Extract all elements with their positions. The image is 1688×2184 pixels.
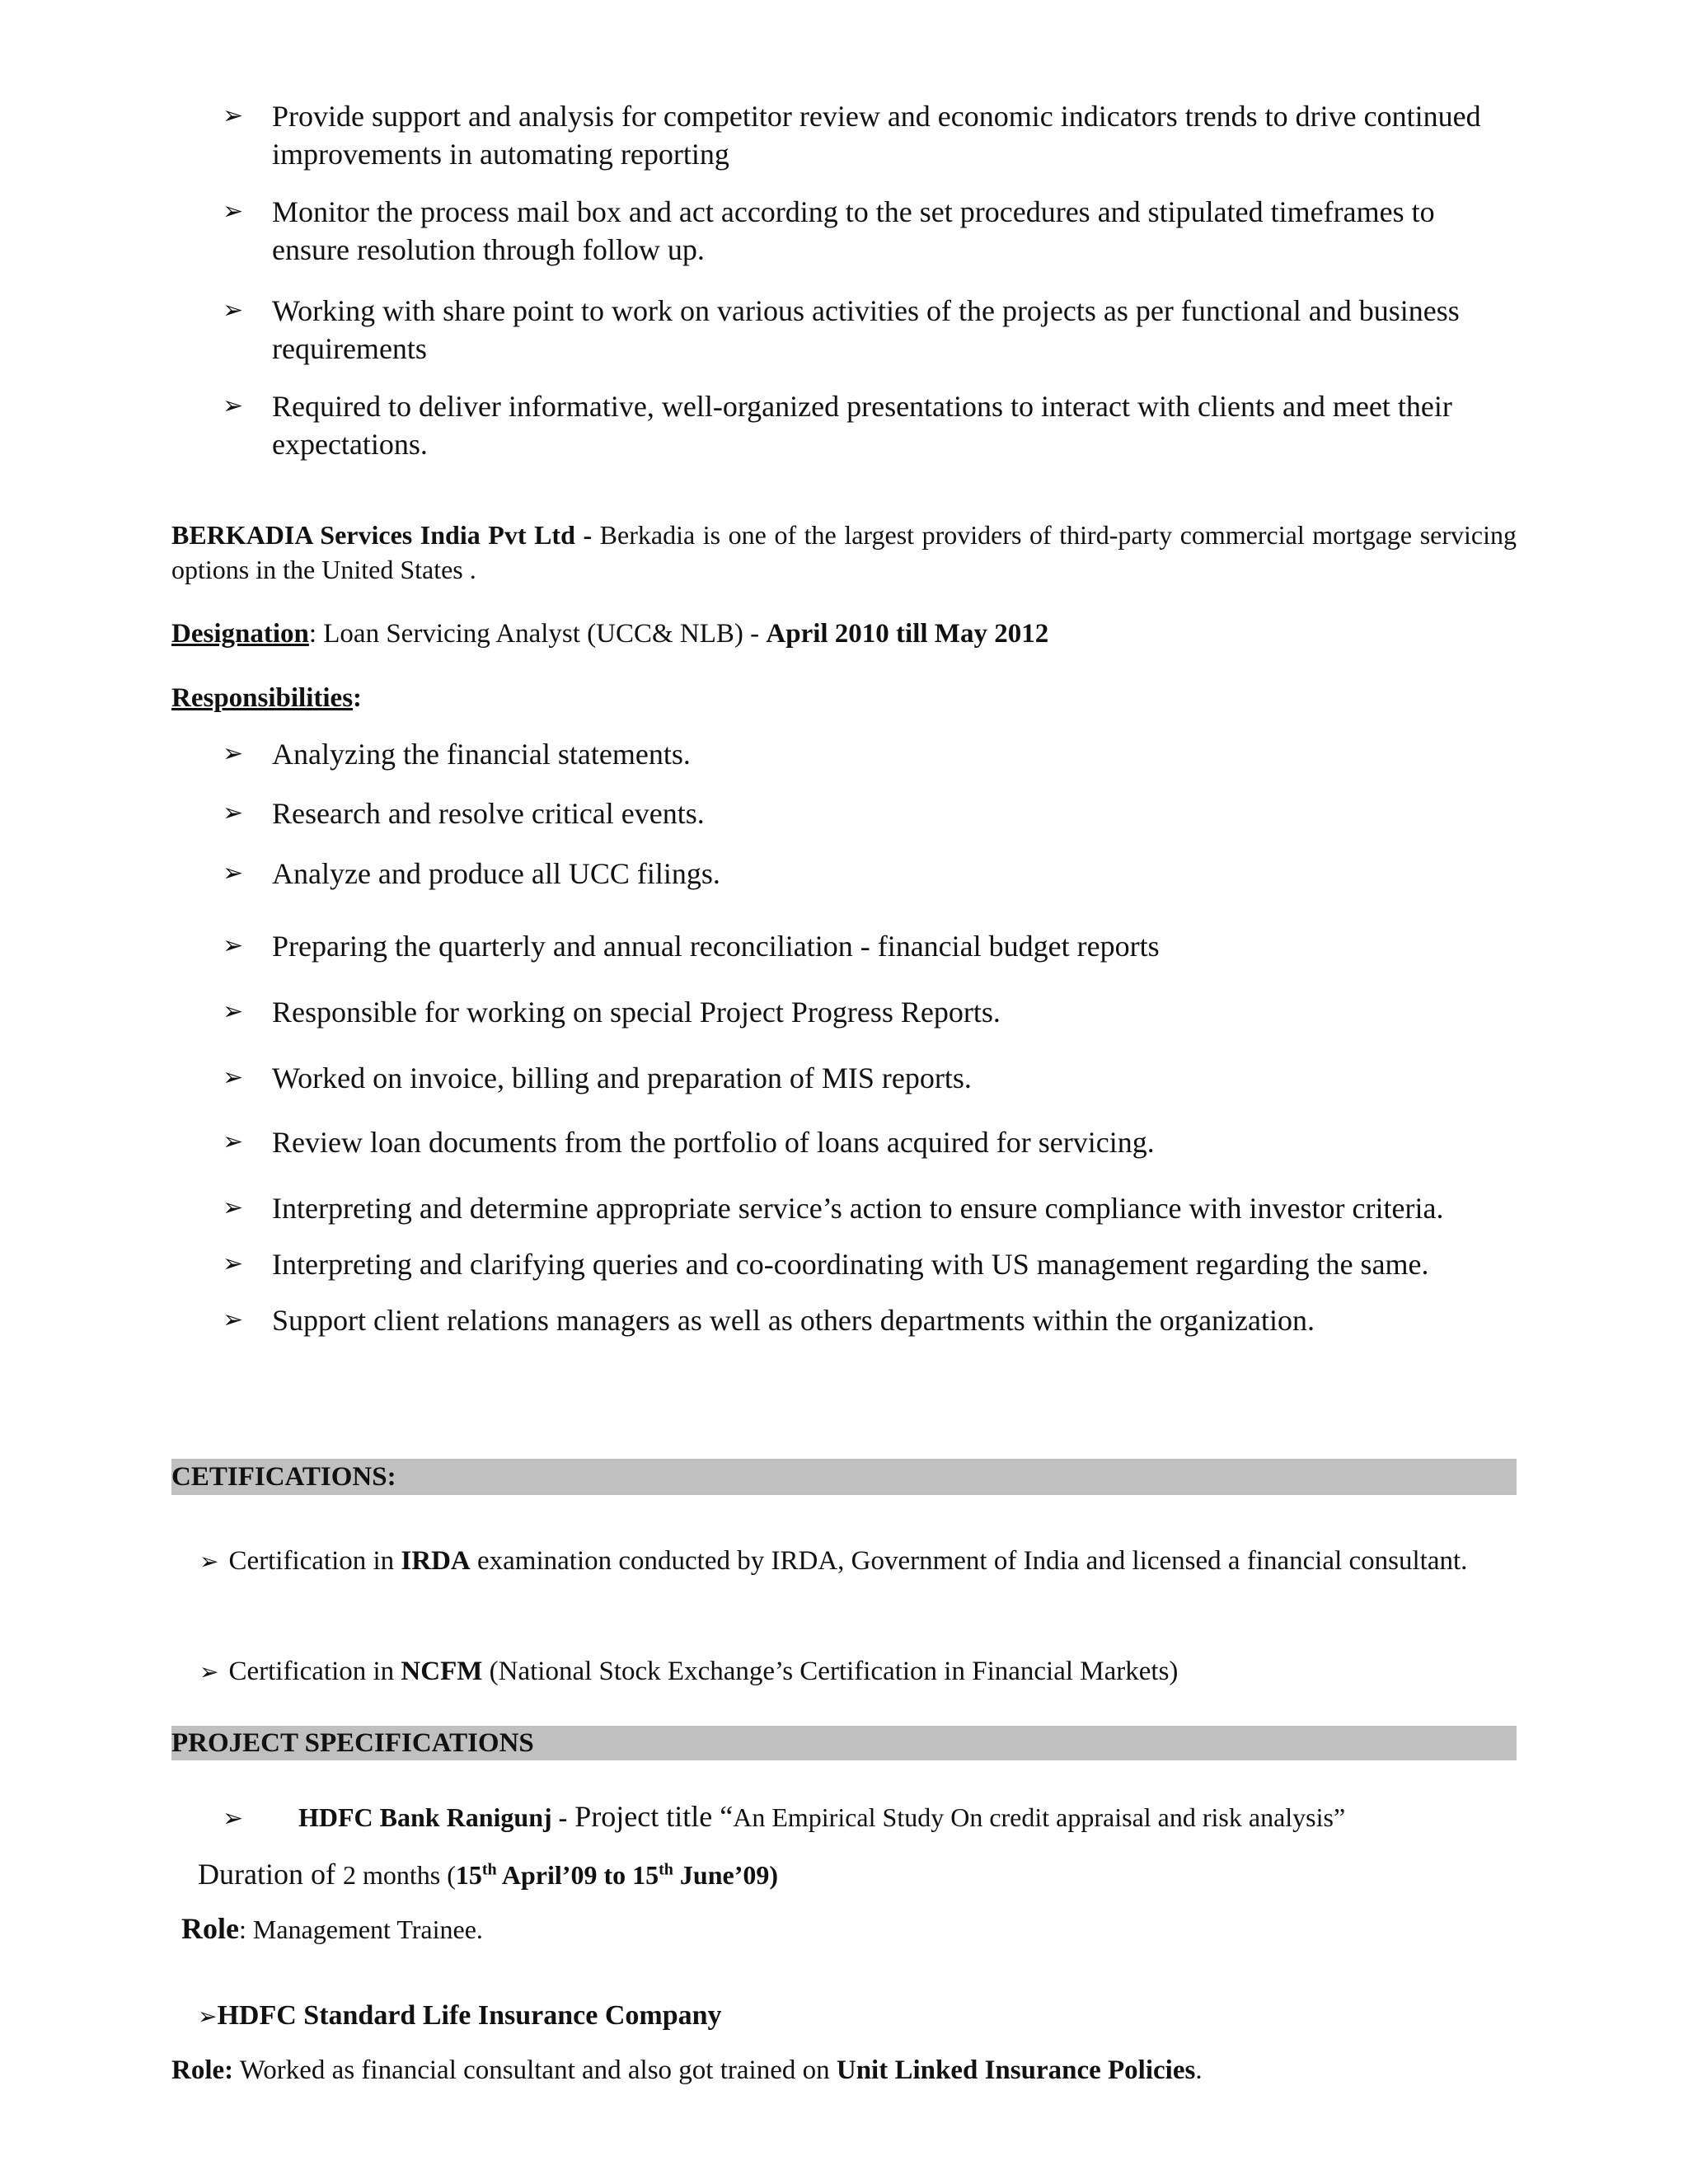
arrow-bullet-icon: ➢ [223,859,244,888]
list-item: ➢ Worked on invoice, billing and preparation of MIS reports. [223,1059,1508,1097]
arrow-bullet-icon: ➢ [223,1305,244,1334]
arrow-bullet-icon: ➢ [223,1249,244,1278]
list-item: ➢ Required to deliver informative, well-organized presentations to interact with clients and meet their expectations. [223,387,1508,463]
project-hdfc-life-role: Role: Worked as financial consultant and also got trained on Unit Linked Insurance Policies. [171,2055,1203,2085]
arrow-bullet-icon: ➢ [198,2003,218,2030]
list-item: ➢ Preparing the quarterly and annual reconciliation - financial budget reports [223,927,1508,965]
list-item: ➢ Research and resolve critical events. [223,794,1508,832]
project-hdfc-life: ➢HDFC Standard Life Insurance Company [198,2000,722,2031]
list-item: ➢ Support client relations managers as well as others departments within the organization. [223,1301,1508,1339]
list-item: ➢ Working with share point to work on various activities of the projects as per functional and business requirements [223,292,1508,368]
responsibilities-heading: Responsibilities: [171,683,363,713]
arrow-bullet-icon: ➢ [223,1063,244,1092]
arrow-bullet-icon: ➢ [223,1127,244,1156]
list-item: ➢ Monitor the process mail box and act according to the set procedures and stipulated timeframes to ensure resolution through follow up. [223,193,1508,269]
project-hdfc-bank: ➢ HDFC Bank Ranigunj - Project title “An Empirical Study On credit appraisal and risk analysis” [223,1797,1518,1839]
project-duration: Duration of 2 months (15th April’09 to 15th June’09) [198,1858,778,1891]
projects-heading: PROJECT SPECIFICATIONS [171,1726,1517,1760]
list-item: ➢ Provide support and analysis for competitor review and economic indicators trends to drive continued improvements in automating reporting [223,97,1508,173]
project-role: Role: Management Trainee. [181,1912,483,1945]
arrow-bullet-icon: ➢ [223,391,244,420]
arrow-bullet-icon: ➢ [223,296,244,325]
certification-item-irda: ➢ Certification in IRDA examination conducted by IRDA, Government of India and licensed a financial consultant. [199,1546,1468,1576]
list-item: ➢ Interpreting and determine appropriate service’s action to ensure compliance with investor criteria. [223,1189,1508,1227]
arrow-bullet-icon: ➢ [199,1548,219,1575]
arrow-bullet-icon: ➢ [223,997,244,1026]
arrow-bullet-icon: ➢ [223,197,244,226]
top-bullet-list [223,97,1508,463]
list-item: ➢ Interpreting and clarifying queries and co-coordinating with US management regarding the same. [223,1245,1508,1283]
arrow-bullet-icon: ➢ [223,739,244,768]
arrow-bullet-icon: ➢ [223,799,244,827]
arrow-bullet-icon: ➢ [223,101,244,130]
certification-item-ncfm: ➢ Certification in NCFM (National Stock Exchange’s Certification in Financial Markets) [199,1657,1179,1686]
arrow-bullet-icon: ➢ [223,1193,244,1222]
responsibilities-list [223,735,1508,1339]
arrow-bullet-icon: ➢ [223,1804,244,1833]
certifications-heading: CETIFICATIONS: [171,1459,1517,1495]
designation-line: Designation: Loan Servicing Analyst (UCC& NLB) - April 2010 till May 2012 [171,619,1049,649]
berkadia-description: BERKADIA Services India Pvt Ltd - Berkadia is one of the largest providers of third-party commercial mortgage servicing options in the United States . [171,520,1517,584]
list-item: ➢ Review loan documents from the portfolio of loans acquired for servicing. [223,1123,1508,1161]
arrow-bullet-icon: ➢ [199,1658,219,1685]
arrow-bullet-icon: ➢ [223,931,244,960]
list-item: ➢ Analyzing the financial statements. [223,735,1508,773]
list-item: ➢ Responsible for working on special Project Progress Reports. [223,993,1508,1031]
list-item: ➢ Analyze and produce all UCC filings. [223,855,1508,893]
